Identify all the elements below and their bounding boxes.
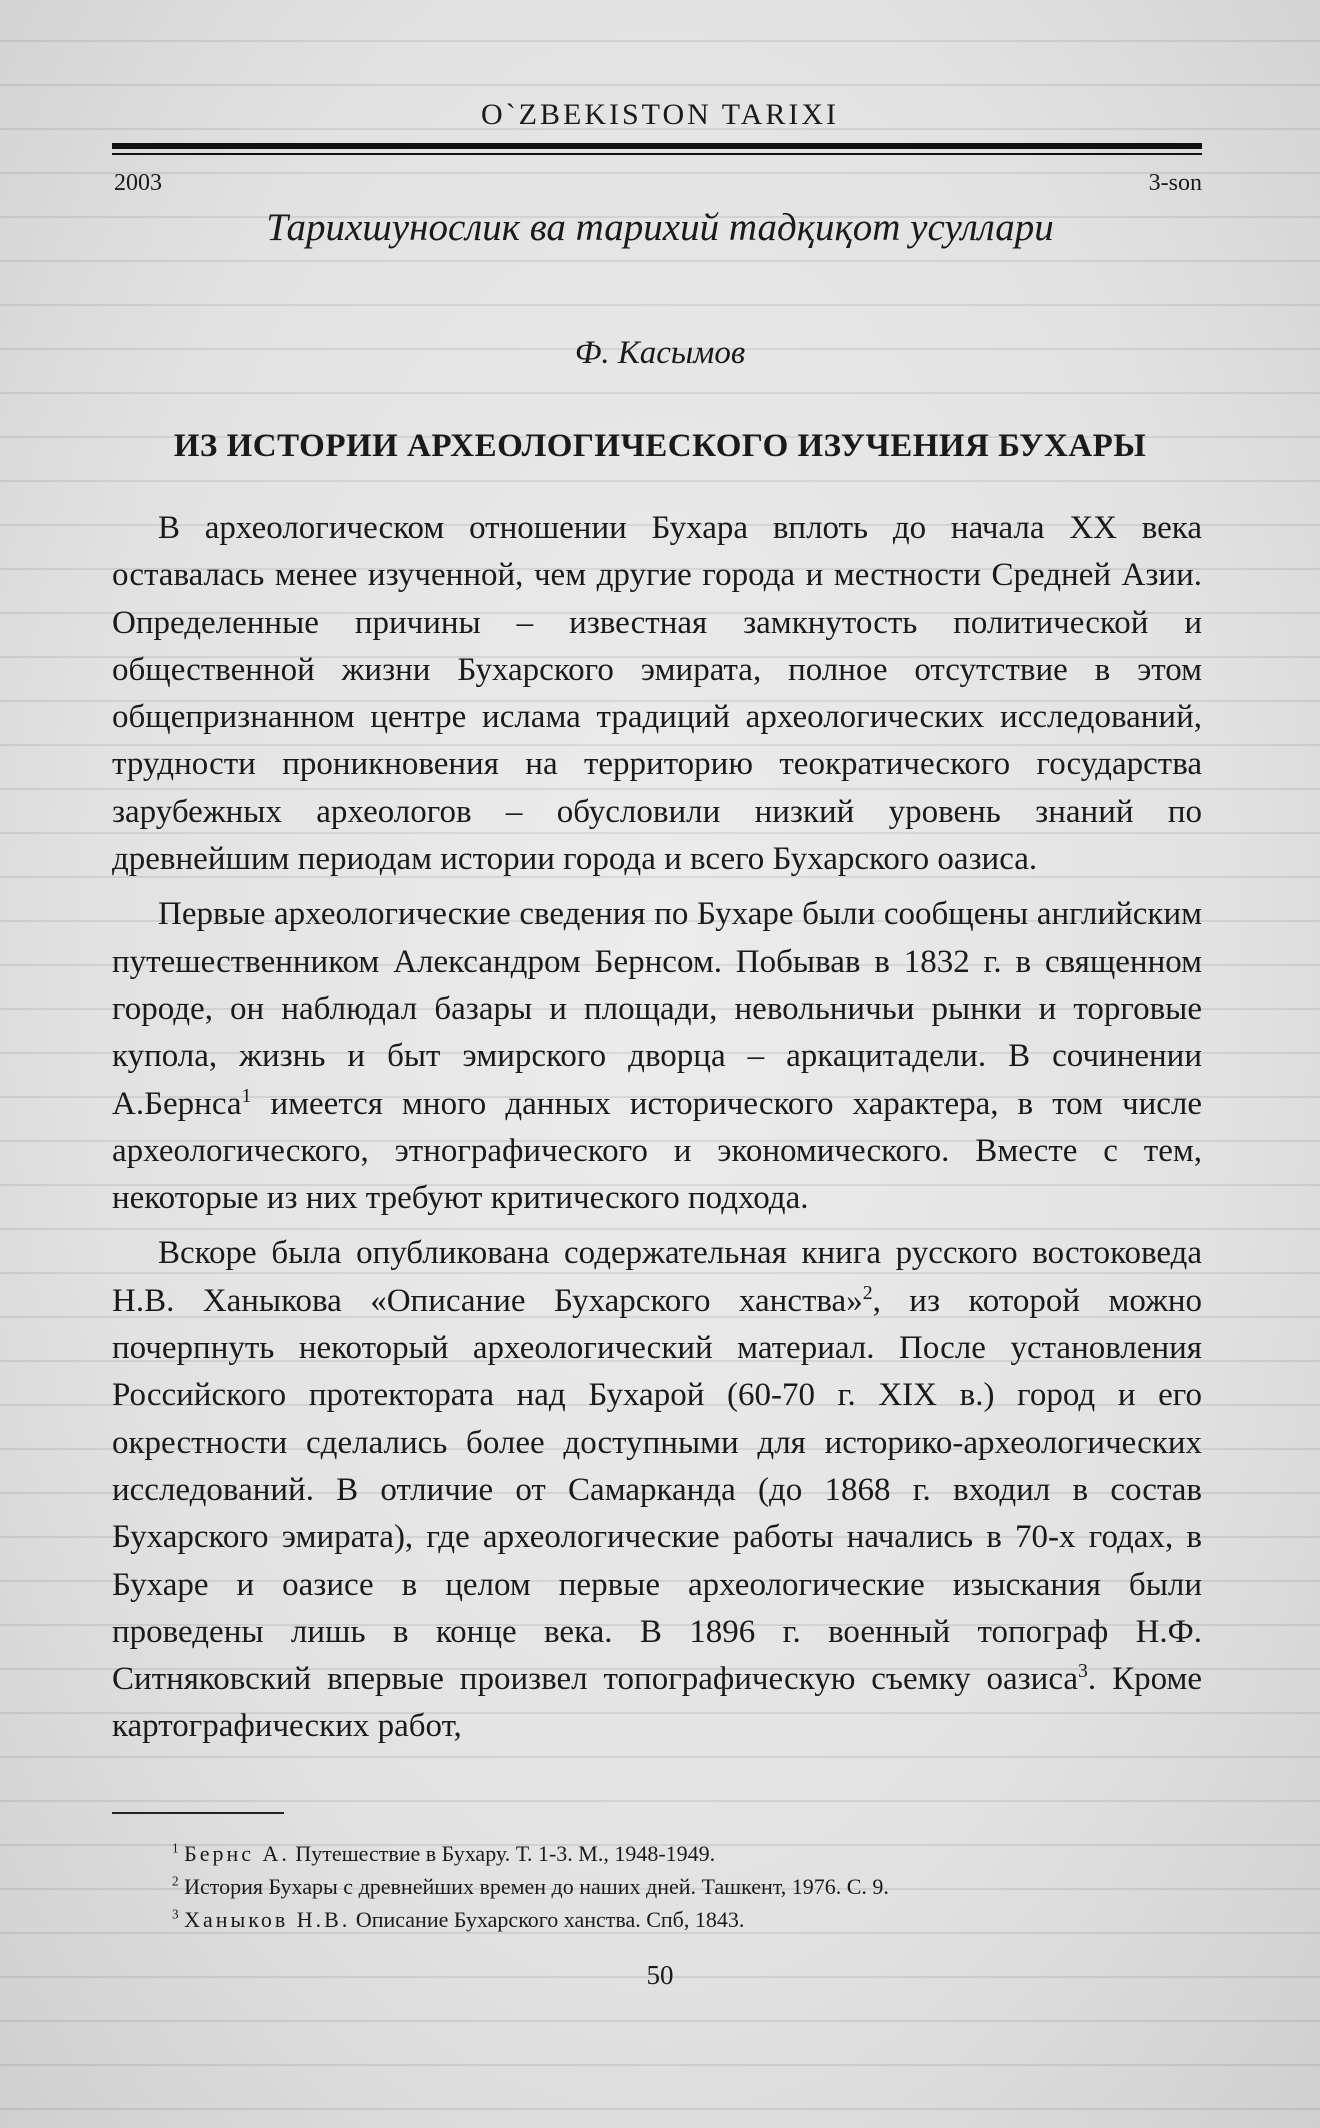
paragraph-1-text: В археологическом отношении Бухара вплоть до начала XX века оставалась менее изученной, чем другие города и местности Средней Азии. Определенные причины – известная замкнутость политической и общественной жизни Бухарского эмирата, полное отсутствие в этом общепризнанном центре ислама традиций археологических исследований, трудности проникновения на территорию теократического государства зарубежных археологов – обусловили низкий уровень знаний по древнейшим периодам истории города и всего Бухарского оазиса. <box>112 510 1202 878</box>
paragraph-3-text-b: , из которой можно почерпнуть некоторый археологический материал. После установления Российского протектората над Бухарой (60-70 г. XIX в.) город и его окрестности сделались более доступными для историко-археологических исследований. В отличие от Самарканда (до 1868 г. входил в состав Бухарского эмирата), где археологические работы начались в 70-х годах, в Бухаре и оазисе в целом первые археологические изыскания были проведены лишь в конце века. В 1896 г. военный топограф Н.Ф. Ситняковский впервые произвел топографическую съемку оазиса <box>112 1282 1202 1698</box>
footnotes <box>172 1837 1172 1936</box>
footnote-3-author: Ханыков Н.В. <box>184 1907 351 1932</box>
paragraph-2-text-a: Первые археологические сведения по Бухаре были сообщены английским путешественником Александром Бернсом. Побывав в 1832 г. в священном городе, он наблюдал базары и площади, невольничьи рынки и торговые купола, жизнь и быт эмирского дворца – аркацитадели. В сочинении А.Бернса <box>112 896 1202 1122</box>
article-body <box>112 505 1202 1759</box>
header-rule-thin <box>112 153 1202 155</box>
article-title: ИЗ ИСТОРИИ АРХЕОЛОГИЧЕСКОГО ИЗУЧЕНИЯ БУХАРЫ <box>173 428 1147 464</box>
section-heading: Тарихшунослик ва тарихий тадқиқот усуллари <box>266 206 1054 249</box>
footnote-ref-1[interactable]: 1 <box>241 1084 252 1107</box>
footnote-1: $^1$ Бернс А. Путешествие в Бухару. Т. 1-3. М., 1948-1949. <box>172 1840 716 1866</box>
paragraph-1 <box>112 505 1202 883</box>
header-rule-thick <box>112 143 1202 149</box>
footnote-2: $^2$ История Бухары с древнейших времен до наших дней. Ташкент, 1976. С. 9. <box>172 1873 889 1899</box>
paragraph-3 <box>112 1230 1202 1750</box>
footnote-1-text: Путешествие в Бухару. Т. 1-3. М., 1948-1949. <box>289 1841 716 1866</box>
page-number: 50 <box>646 1960 674 1990</box>
footnote-2-text: История Бухары с древнейших времен до наших дней. Ташкент, 1976. С. 9. <box>184 1874 889 1899</box>
paragraph-3-text-c: . Кроме картографических работ, <box>112 1661 1202 1745</box>
paragraph-3-text-a: Вскоре была опубликована содержательная книга русского востоковеда Н.В. Ханыкова «Описание Бухарского ханства» <box>112 1235 1202 1319</box>
footnote-separator <box>112 1812 284 1814</box>
footnote-ref-2[interactable]: 2 <box>862 1281 873 1304</box>
issue-year: 2003 <box>114 170 162 196</box>
issue-number: 3-son <box>1148 170 1202 196</box>
journal-name: O`ZBEKISTON TARIXI <box>481 98 839 131</box>
footnote-3: $^3$ Ханыков Н.В. Описание Бухарского ханства. Спб, 1843. <box>172 1906 745 1932</box>
footnote-1-author: Бернс А. <box>184 1841 290 1866</box>
footnote-ref-3[interactable]: 3 <box>1078 1660 1088 1683</box>
paragraph-2-text-b: имеется много данных исторического характера, в том числе археологического, этнографического и экономического. Вместе с тем, некоторые из них требуют критического подхода. <box>112 1085 1202 1217</box>
footnote-3-text: Описание Бухарского ханства. Спб, 1843. <box>350 1907 745 1932</box>
article-author: Ф. Касымов <box>574 335 746 371</box>
paragraph-2 <box>112 891 1202 1222</box>
